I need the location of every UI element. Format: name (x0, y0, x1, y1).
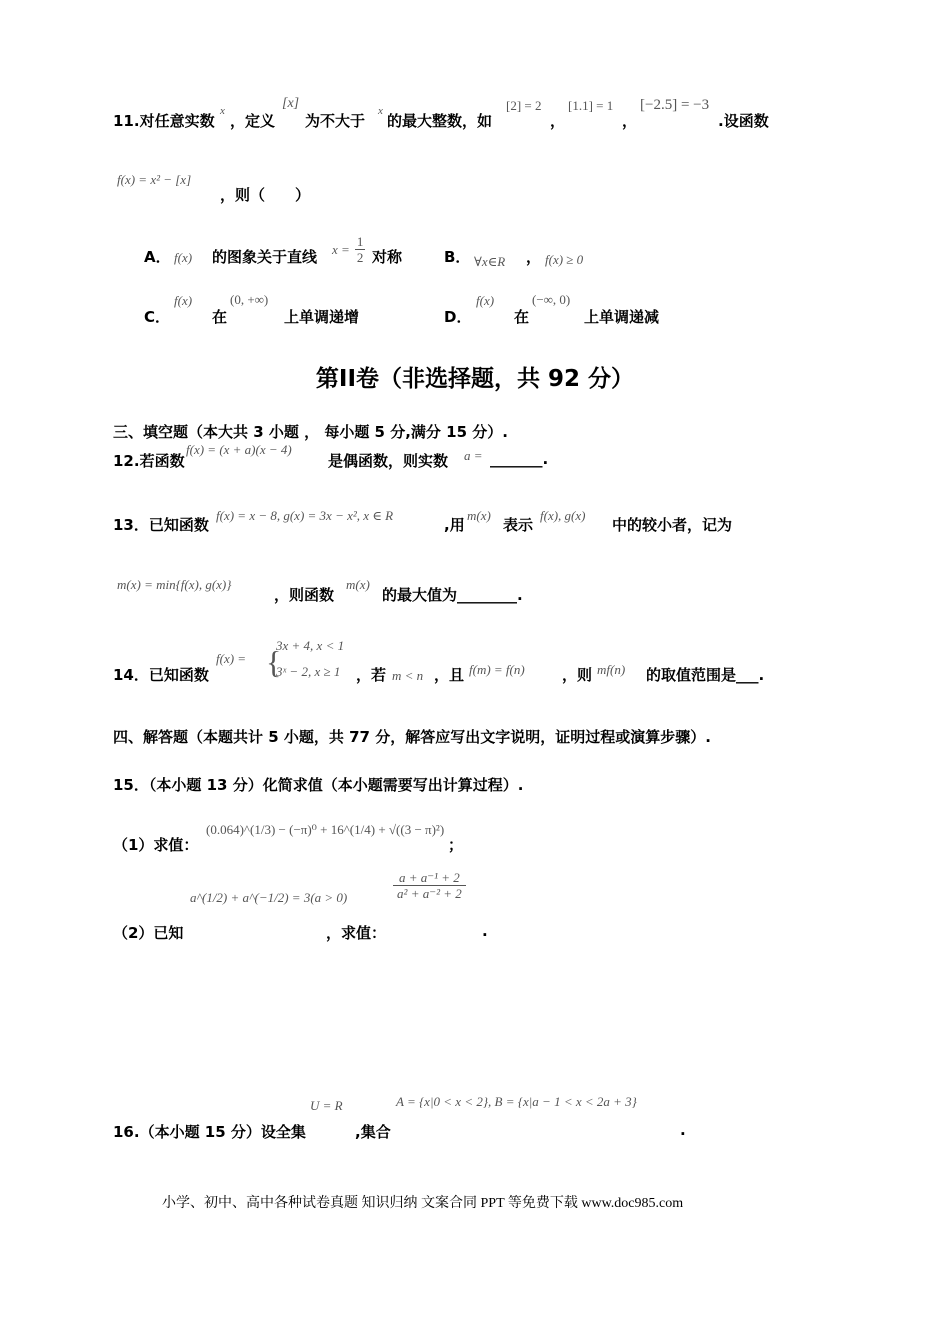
section2-title: 第II卷（非选择题，共 92 分） (315, 366, 635, 392)
q14-case1: 3x + 4, x < 1 (276, 638, 345, 653)
q11-optC-text: 上单调递增 (284, 308, 360, 326)
q11-sep2: ， (622, 112, 638, 130)
q11-var-x2: x (378, 105, 383, 117)
q11-then: ，则（ ） (220, 186, 311, 204)
q11-optC-fx: f(x) (174, 293, 193, 308)
q11-floor-x: [x] (282, 96, 300, 111)
q14-fx: f(x) = (216, 651, 247, 666)
q16-label: 16.（本小题 15 分）设全集 (113, 1123, 306, 1141)
q16-end: . (680, 1121, 686, 1139)
q14-label: 14．已知函数 (113, 666, 209, 684)
q13-m: m(x) (467, 508, 491, 523)
part3-heading: 三、填空题（本大共 3 小题 ， 每小题 5 分,满分 15 分）. (113, 423, 508, 441)
q11-label: 11.对任意实数 (113, 112, 215, 130)
q11-optA-fraction (355, 234, 366, 265)
q11-optD-text: 上单调递减 (584, 308, 660, 326)
q12-var: a = (464, 448, 483, 463)
q15-p2-end: . (482, 922, 488, 940)
q13-m2: m(x) (346, 577, 370, 592)
q13-represent: 表示 (503, 516, 534, 534)
q11-optD-label: D． (444, 308, 472, 326)
q14-if: ，若 (356, 666, 387, 684)
q12-label: 12.若函数 (113, 452, 185, 470)
q13-max: 的最大值为________. (382, 586, 523, 604)
q11-optD-fx: f(x) (476, 293, 495, 308)
q11-optC-interval: (0, +∞) (230, 292, 269, 307)
q11-optC-label: C． (144, 308, 171, 326)
q11-optC-in: 在 (212, 308, 228, 326)
q11-optD-in: 在 (514, 308, 530, 326)
q16-universal-set: U = R (310, 1098, 343, 1113)
q15-p2-num: a + a⁻¹ + 2 (393, 870, 466, 886)
q11-optA-equation (332, 234, 365, 265)
q13-functions: f(x) = x − 8, g(x) = 3x − x², x ∈ R (216, 508, 394, 523)
q14-expr: mf(n) (597, 662, 626, 677)
q15-p2-label: （2）已知 (113, 924, 184, 942)
q11-example2: [1.1] = 1 (568, 98, 614, 113)
q14-cond1: m < n (392, 668, 424, 683)
q11-example3: [−2.5] = −3 (640, 97, 710, 113)
q11-optA-num: 1 (356, 234, 364, 249)
q15-heading: 15．（本小题 13 分）化简求值（本小题需要写出计算过程）. (113, 776, 524, 794)
q15-p1-end: ； (448, 836, 464, 854)
q13-label: 13．已知函数 (113, 516, 209, 534)
q13-then: ，则函数 (274, 586, 335, 604)
q12-function: f(x) = (x + a)(x − 4) (186, 442, 292, 457)
q11-sep1: ， (550, 112, 566, 130)
q11-optA-text: 的图象关于直线 (212, 248, 318, 266)
q16-set-word: ,集合 (355, 1123, 391, 1141)
q11-optA-end: 对称 (372, 248, 403, 266)
q11-text3: 的最大整数，如 (387, 112, 493, 130)
q14-case2: 3ˣ − 2, x ≥ 1 (276, 664, 341, 679)
q15-p2-den: a² + a⁻² + 2 (397, 886, 462, 901)
q13-smaller: 中的较小者，记为 (612, 516, 733, 534)
part4-heading: 四、解答题（本题共计 5 小题，共 77 分，解答应写出文字说明，证明过程或演算步骤）. (113, 728, 711, 746)
q13-use: ,用 (444, 516, 465, 534)
q15-p2-fraction (393, 870, 466, 901)
footer-text: 小学、初中、高中各种试卷真题 知识归纳 文案合同 PPT 等免费下载 www.doc985.com (162, 1196, 684, 1211)
q16-sets: A = {x|0 < x < 2}, B = {x|a − 1 < x < 2a + 3} (396, 1094, 637, 1109)
q11-optB-sep: ， (526, 248, 542, 266)
q11-example1: [2] = 2 (506, 98, 542, 113)
q14-then: ，则 (562, 666, 593, 684)
q12-blank: _______. (490, 450, 549, 468)
q15-p2-mid: ，求值： (326, 924, 387, 942)
q11-optB-ineq: f(x) ≥ 0 (545, 252, 584, 267)
q13-fg: f(x), g(x) (540, 508, 586, 523)
q11-function: f(x) = x² − [x] (117, 172, 192, 187)
q11-optA-eq: x = (332, 242, 350, 257)
q11-optA-label: A． (144, 248, 171, 266)
q11-var-x: x (220, 105, 225, 117)
q13-definition: m(x) = min{f(x), g(x)} (117, 577, 232, 592)
q11-text4: .设函数 (718, 112, 769, 130)
q11-optA-fx: f(x) (174, 250, 193, 265)
q11-optB-label: B． (444, 248, 471, 266)
q14-cond2: f(m) = f(n) (469, 662, 525, 677)
q11-text1: ，定义 (230, 112, 276, 130)
q12-text: 是偶函数，则实数 (328, 452, 449, 470)
q11-optA-den: 2 (356, 250, 364, 265)
q15-p2-condition: a^(1/2) + a^(−1/2) = 3(a > 0) (190, 890, 348, 905)
q14-brace: { (266, 644, 282, 680)
q11-text2: 为不大于 (305, 112, 366, 130)
q15-p1-label: （1）求值： (113, 836, 199, 854)
q14-and: ，且 (434, 666, 465, 684)
q14-range: 的取值范围是___. (646, 666, 765, 684)
q15-p1-expr: (0.064)^(1/3) − (−π)⁰ + 16^(1/4) + √((3 − π)²) (206, 822, 445, 837)
q11-optB-forall: ∀x∈R (474, 254, 506, 269)
q11-optD-interval: (−∞, 0) (532, 292, 571, 307)
